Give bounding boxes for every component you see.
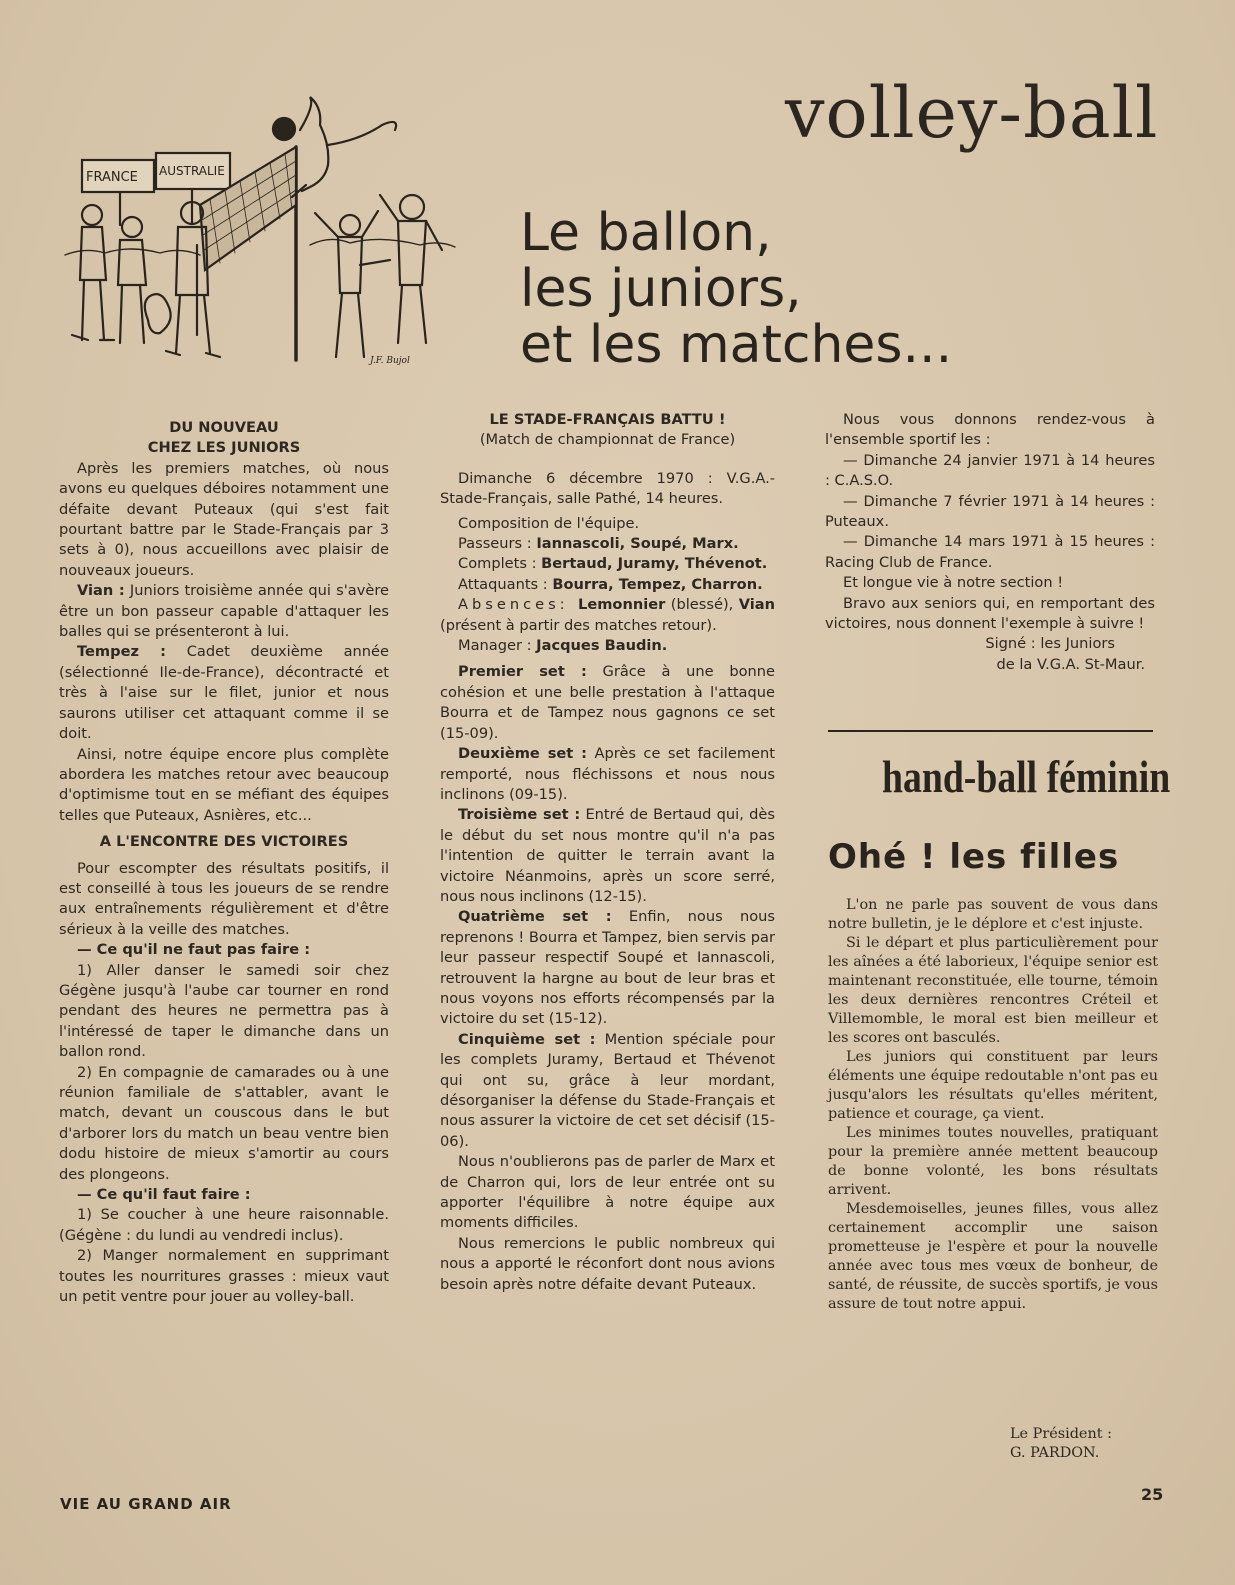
handball-paragraph-2: Si le départ et plus particulièrement pour les aînées a été laborieux, l'équipe senior est maintenant reconstituée, elle tourne, témoin les deux dernières rencontres Créteil et Villemomble, le moral est bien meilleur et les scores ont basculés. <box>828 935 1158 1046</box>
paragraph-date: Dimanche 6 décembre 1970 : V.G.A.-Stade-Français, salle Pathé, 14 heures. <box>440 469 775 508</box>
paragraph-bravo: Bravo aux seniors qui, en remportant des victoires, nous donnent l'exemple à suivre ! <box>825 594 1155 633</box>
date-item-3: — Dimanche 14 mars 1971 à 15 heures : Racing Club de France. <box>825 533 1155 571</box>
paragraph-set-4 <box>440 907 775 1029</box>
handball-signature <box>1010 1425 1112 1463</box>
paragraph-complets <box>440 554 775 574</box>
paragraph-rendez-vous: Nous vous donnons rendez-vous à l'ensemble sportif les : <box>825 411 1155 449</box>
headline-line-1: Le ballon, <box>520 203 772 263</box>
date-item-2: — Dimanche 7 février 1971 à 14 heures : Puteaux. <box>825 492 1155 531</box>
heading-chez-les-juniors: CHEZ LES JUNIORS <box>147 439 301 457</box>
manager-label: Manager : <box>458 637 537 655</box>
paragraph-passeurs <box>440 534 775 554</box>
subheading-ne-pas-faire: — Ce qu'il ne faut pas faire : <box>77 941 311 959</box>
subheading-faire: — Ce qu'il faut faire : <box>77 1186 251 1204</box>
magazine-name: VIE AU GRAND AIR <box>60 1495 232 1513</box>
paragraph-intro: Après les premiers matches, où nous avons eu quelques déboires notamment une défaite devant Puteaux (qui s'est fait pourtant battre par le Stade-Français par 3 sets à 0), nous accueillons avec plaisir de nouveaux joueurs. <box>59 459 389 579</box>
set-2-label: Deuxième set : <box>458 745 588 763</box>
manager-name: Jacques Baudin. <box>536 637 668 655</box>
handball-column <box>828 896 1158 1314</box>
paragraph-set-5 <box>440 1030 775 1152</box>
paragraph-oublierons: Nous n'oublierons pas de parler de Marx et de Charron qui, lors de leur entrée ont su apporter l'équilibre à notre équipe aux moments difficiles. <box>440 1153 775 1232</box>
section-divider <box>828 730 1153 732</box>
absence-text-1: (blessé), <box>665 596 739 614</box>
paragraph-composition: Composition de l'équipe. <box>458 514 640 532</box>
paragraph-manager <box>440 636 775 656</box>
heading-du-nouveau: DU NOUVEAU <box>169 419 279 436</box>
column-3 <box>825 410 1155 675</box>
absence-name-1: Lemonnier <box>578 596 666 614</box>
vian-text: Juniors troisième année qui s'avère être un bon passeur capable d'attaquer les balles qui se présenteront à lui. <box>59 582 389 641</box>
set-5-text: Mention spéciale pour les complets Juramy, Bertaud et Thévenot qui ont su, grâce à leur mordant, désorganiser la défense du Stade-Français et nous assurer la victoire de cet set décisif (15-06). <box>440 1030 775 1150</box>
list-item-2: 2) En compagnie de camarades ou à une réunion familiale de s'attabler, avant le match, devant un couscous dans le but d'arborer lors du match un beau ventre bien dodu histoire de mieux s'amortir au cours des plongeons. <box>59 1063 389 1183</box>
sign-france: FRANCE <box>86 170 138 185</box>
set-3-text: Entré de Bertaud qui, dès le début du set nous montre qu'il n'a pas l'intention de quitter le terrain avant la victoire Néanmoins, après un score serré, nous nous inclinons (12-15). <box>440 806 775 905</box>
vian-label: Vian : <box>77 582 125 600</box>
complets-names: Bertaud, Juramy, Thévenot. <box>541 555 768 573</box>
paragraph-pour-escompter: Pour escompter des résultats positifs, il est conseillé à tous les joueurs de se rendre aux entraînements régulièrement et d'être sérieux à la veille des matches. <box>59 859 389 938</box>
artist-signature: J.F. Bujol <box>370 356 410 366</box>
handball-paragraph-3: Les juniors qui constituent par leurs éléments une équipe redoutable n'ont pas eu jusqu'alors les résultats qu'elles méritent, patience et courage, ça vient. <box>828 1049 1158 1122</box>
date-item-1: — Dimanche 24 janvier 1971 à 14 heures : C.A.S.O. <box>825 451 1155 490</box>
article-headline <box>520 205 952 373</box>
attaquants-label: Attaquants : <box>458 575 553 593</box>
list-item-3: 1) Se coucher à une heure raisonnable. (Gégène : du lundi au vendredi inclus). <box>59 1206 389 1244</box>
heading-stade-francais: LE STADE-FRANÇAIS BATTU ! <box>489 411 726 428</box>
handball-paragraph-5: Mesdemoiselles, jeunes filles, vous allez certainement accomplir une saison prometteuse je l'espère et pour la nouvelle année avec tous mes vœux de bonheur, de santé, de réussite, de succès sportifs, je vous assure de tout notre appui. <box>828 1201 1158 1312</box>
column-2 <box>440 410 775 1295</box>
paragraph-set-1 <box>440 662 775 744</box>
sign-australie: AUSTRALIE <box>159 164 225 178</box>
subheading-championnat: (Match de championnat de France) <box>479 431 736 449</box>
column-1 <box>59 418 389 1307</box>
signature-line-1: Signé : les Juniors <box>985 635 1115 653</box>
paragraph-longue-vie: Et longue vie à notre section ! <box>843 574 1064 592</box>
handball-paragraph-4: Les minimes toutes nouvelles, pratiquant pour la première année mettent beaucoup de bonne volonté, les bons résultats arrivent. <box>828 1125 1158 1198</box>
list-item-4: 2) Manger normalement en supprimant toutes les nourritures grasses : mieux vaut un petit ventre pour jouer au volley-ball. <box>59 1247 389 1306</box>
absences-label: Absences: <box>458 596 579 614</box>
set-1-label: Premier set : <box>458 663 587 681</box>
headline-line-2: les juniors, <box>520 259 802 319</box>
paragraph-remercions: Nous remercions le public nombreux qui nous a apporté le réconfort dont nous avions besoin après notre défaite devant Puteaux. <box>440 1234 775 1293</box>
attaquants-names: Bourra, Tempez, Charron. <box>552 575 763 593</box>
set-3-label: Troisième set : <box>458 806 581 824</box>
set-4-text: Enfin, nous nous reprenons ! Bourra et Tampez, bien servis par leur passeur respectif Soupé et Iannascoli, retrouvent la hargne au bout de leur bras et nous voyons nos efforts récompensés par la victoire du set (15-12). <box>440 908 776 1028</box>
paragraph-attaquants <box>440 575 775 595</box>
handball-paragraph-1: L'on ne parle pas souvent de vous dans notre bulletin, je le déplore et c'est injuste. <box>828 897 1158 932</box>
section-title: volley-ball <box>785 72 1159 154</box>
paragraph-absences <box>440 595 775 636</box>
list-item-1: 1) Aller danser le samedi soir chez Gégène jusqu'à l'aube car tourner en rond pendant des heures ne permettra pas à l'intéressé de taper le dimanche dans un ballon rond. <box>59 961 389 1061</box>
set-5-label: Cinquième set : <box>458 1030 596 1048</box>
paragraph-vian <box>59 581 389 642</box>
tempez-text: Cadet deuxième année (sélectionné Ile-de-France), décontracté et très à l'aise sur le filet, junior et nous saurons utiliser cet attaquant comme il se doit. <box>59 643 389 743</box>
president-name: G. PARDON. <box>1010 1445 1100 1461</box>
handball-section-title: hand-ball féminin <box>882 751 1171 802</box>
paragraph-tempez <box>59 642 389 744</box>
set-4-label: Quatrième set : <box>458 908 612 926</box>
handball-headline: Ohé ! les filles <box>828 837 1120 877</box>
absence-text-2: (présent à partir des matches retour). <box>440 616 717 634</box>
absence-name-2: Vian <box>738 596 775 614</box>
headline-line-3: et les matches... <box>520 315 953 375</box>
cartoon-illustration <box>60 95 470 385</box>
set-1-text: Grâce à une bonne cohésion et une belle prestation à l'attaque Bourra et de Tampez nous gagnons ce set (15-09). <box>440 663 776 742</box>
tempez-label: Tempez : <box>77 643 166 661</box>
paragraph-set-2 <box>440 744 775 805</box>
heading-victoires: A L'ENCONTRE DES VICTOIRES <box>99 833 349 851</box>
complets-label: Complets : <box>458 555 542 573</box>
paragraph-ainsi: Ainsi, notre équipe encore plus complète abordera les matches retour avec beaucoup d'optimisme tout en se méfiant des équipes telles que Puteaux, Asnières, etc... <box>59 745 389 824</box>
passeurs-label: Passeurs : <box>458 535 537 553</box>
page-number: 25 <box>1141 1485 1164 1504</box>
passeurs-names: Iannascoli, Soupé, Marx. <box>536 535 739 553</box>
signature-line-2: de la V.G.A. St-Maur. <box>996 655 1145 673</box>
set-2-text: Après ce set facilement remporté, nous fléchissons et nous nous inclinons (09-15). <box>440 745 775 803</box>
paragraph-set-3 <box>440 805 775 907</box>
president-title: Le Président : <box>1010 1426 1112 1442</box>
